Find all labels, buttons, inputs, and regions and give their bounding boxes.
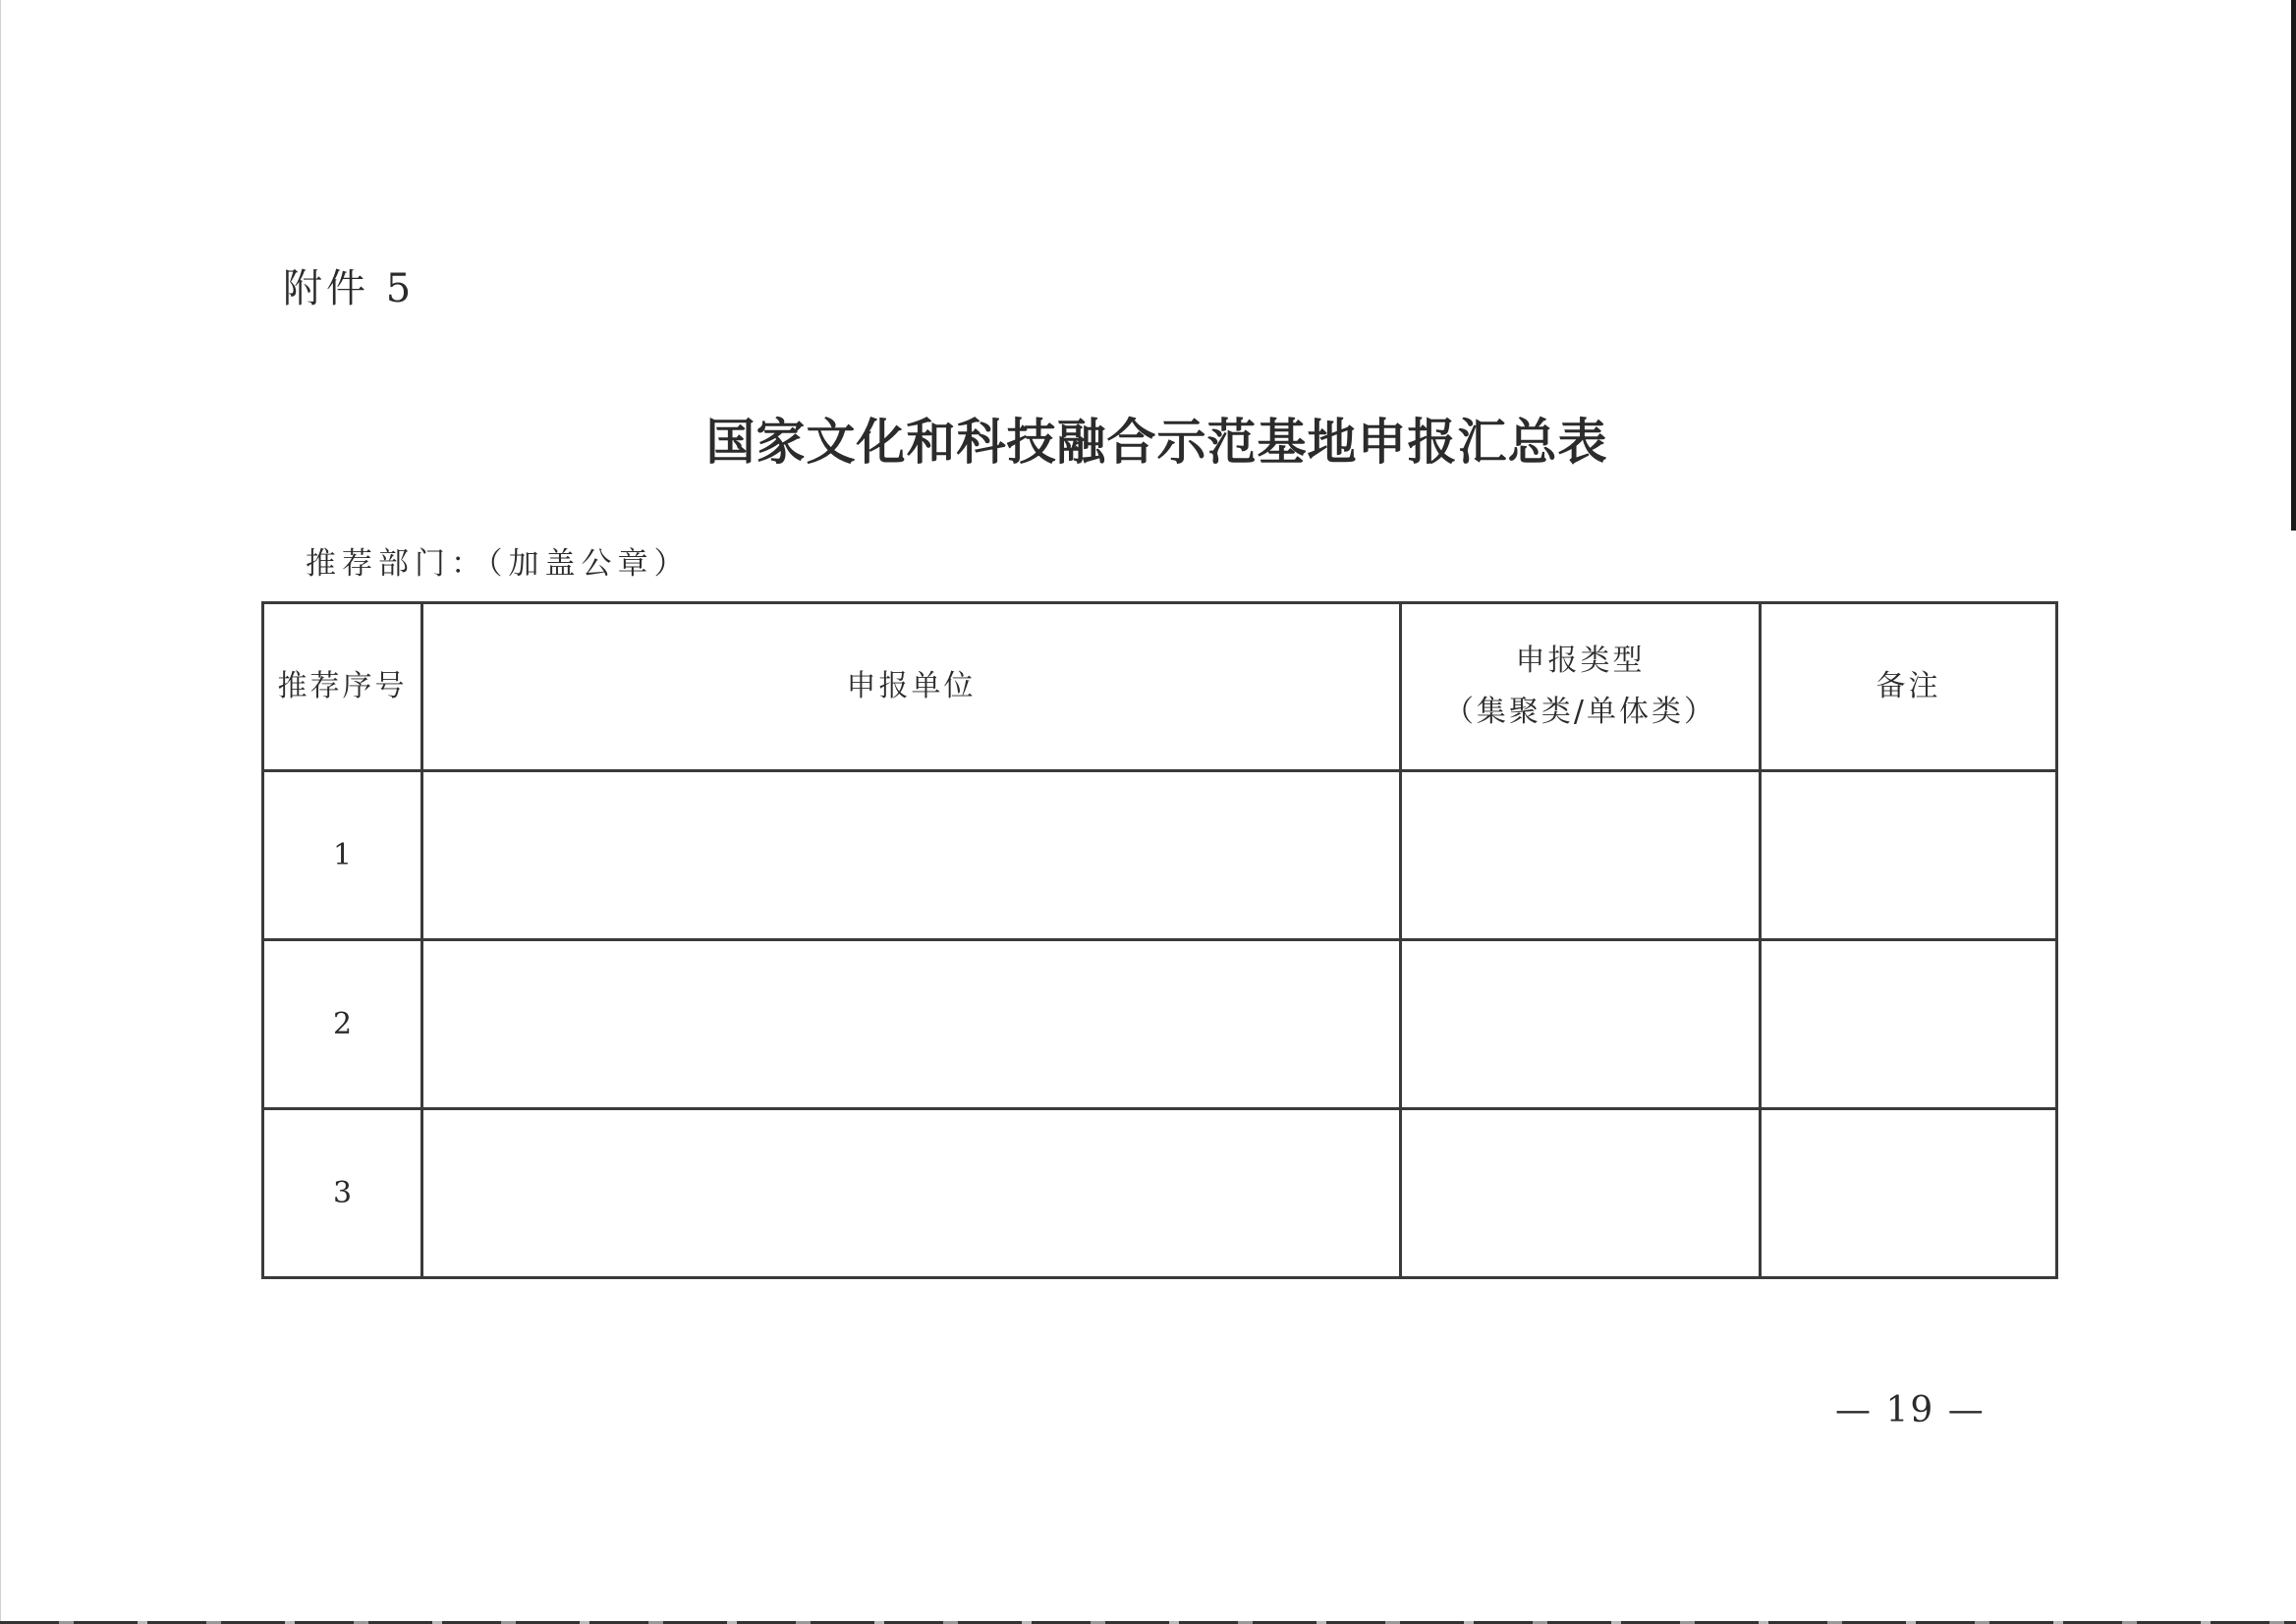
row-seq: 2: [263, 940, 422, 1109]
header-type-line1: 申报类型: [1515, 644, 1646, 678]
row-unit-cell[interactable]: [422, 771, 1401, 940]
row-type-cell[interactable]: [1401, 771, 1761, 940]
table-header-row: [263, 603, 2057, 771]
row-unit-cell[interactable]: [422, 940, 1401, 1109]
header-type: [1401, 603, 1761, 771]
header-seq: 推荐序号: [263, 603, 422, 771]
row-type-cell[interactable]: [1401, 940, 1761, 1109]
summary-table: [261, 601, 2058, 1279]
table-row: [263, 771, 2057, 940]
table-row: [263, 940, 2057, 1109]
row-type-cell[interactable]: [1401, 1109, 1761, 1278]
header-unit: 申报单位: [422, 603, 1401, 771]
page-title: 国家文化和科技融合示范基地申报汇总表: [705, 414, 1608, 471]
header-type-line2: （集聚类/单体类）: [1443, 695, 1717, 729]
header-note: 备注: [1761, 603, 2057, 771]
recommender-label: 推荐部门：（加盖公章）: [306, 546, 691, 582]
row-note-cell[interactable]: [1761, 940, 2057, 1109]
row-unit-cell[interactable]: [422, 1109, 1401, 1278]
table-row: [263, 1109, 2057, 1278]
attachment-label: 附件 5: [283, 266, 416, 311]
page-number: — 19 —: [1835, 1390, 1986, 1430]
page-left-edge: [0, 0, 1, 1624]
row-note-cell[interactable]: [1761, 1109, 2057, 1278]
row-note-cell[interactable]: [1761, 771, 2057, 940]
row-seq: 1: [263, 771, 422, 940]
row-seq: 3: [263, 1109, 422, 1278]
